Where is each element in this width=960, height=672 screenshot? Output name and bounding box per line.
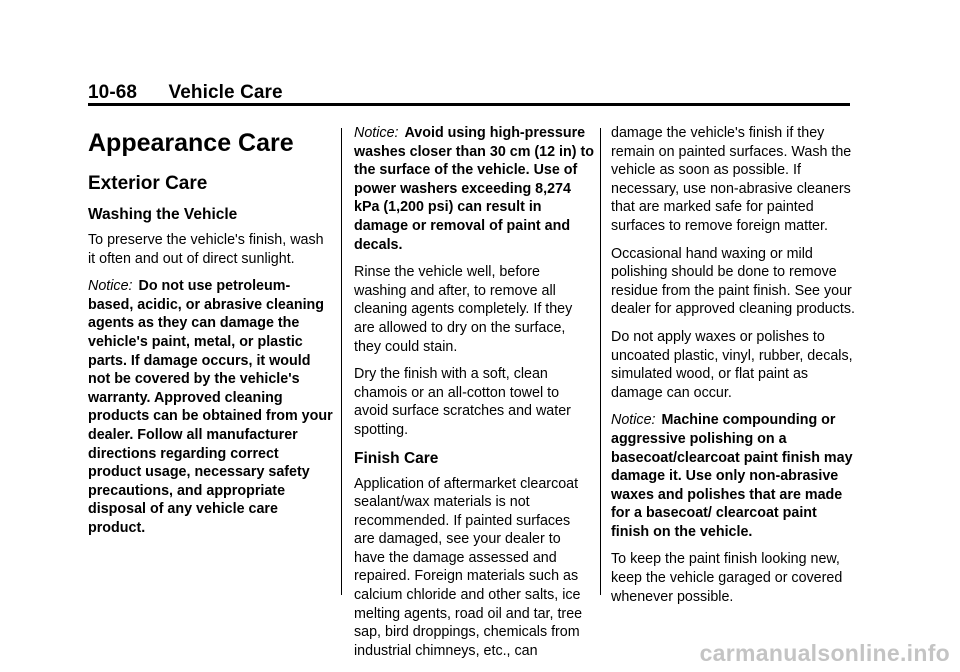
column-3 [611,124,856,615]
page-title: Appearance Care [88,129,294,157]
paragraph: Occasional hand waxing or mild polishing should be done to remove residue from the paint finish. See your dealer for approved cleaning products. [611,245,855,318]
page-header [88,82,283,104]
section-heading-exterior-care: Exterior Care [88,173,208,194]
paragraph: damage the vehicle's finish if they remain on painted surfaces. Wash the vehicle as soon as possible. If necessary, use non-abrasive cleaners that are marked safe for painted surfaces to remove foreign matter. [611,125,852,234]
paragraph: To preserve the vehicle's finish, wash it often and out of direct sunlight. [88,232,324,267]
paragraph: Do not apply waxes or polishes to uncoated plastic, vinyl, rubber, decals, simulated wood, or flat paint as damage can occur. [611,328,853,401]
paragraph: Rinse the vehicle well, before washing and after, to remove all cleaning agents completely. If they are allowed to dry on the surface, they could stain. [354,264,573,355]
paragraph: Application of aftermarket clearcoat sealant/wax materials is not recommended. If painted surfaces are damaged, see your dealer to have the damage assessed and repaired. Foreign materials such as calcium chloride and other salts, ice melting agents, road oil and tar, tree sap, bird droppings, chemicals from industrial chimneys, etc., can [354,475,583,659]
watermark: carmanualsonline.info [699,640,950,666]
notice-text: Avoid using high-pressure washes closer than 30 cm (12 in) to the surface of the vehicle. Use of power washers exceeding 8,274 kPa (1,200 psi) can result in damage or removal of paint and decals. [354,125,594,253]
notice-paragraph [611,411,856,541]
notice-text: Do not use petroleum-based, acidic, or abrasive cleaning agents as they can damage the vehicle's paint, metal, or plastic parts. If damage occurs, it would not be covered by the vehicle's warranty. Approved cleaning products can be obtained from your dealer. Follow all manufacturer directions regarding correct product usage, necessary safety precautions, and appropriate disposal of any vehicle care product. [88,278,333,536]
notice-label: Notice: [354,125,399,141]
notice-paragraph [88,277,334,537]
header-rule [88,103,850,106]
paragraph: To keep the paint finish looking new, keep the vehicle garaged or covered whenever possible. [611,551,843,605]
notice-paragraph [354,124,594,254]
column-divider [341,128,342,595]
column-divider [600,128,601,595]
page-number: 10-68 [88,82,138,103]
chapter-title: Vehicle Care [168,82,283,103]
notice-label: Notice: [611,412,656,429]
subsection-heading-washing: Washing the Vehicle [88,206,238,223]
column-2 [354,124,594,669]
column-1 [88,124,334,547]
notice-text: Machine compounding or aggressive polishing on a basecoat/clearcoat paint finish may damage it. Use only non-abrasive waxes and polishes that are made for a basecoat/ clearcoat paint finish on the vehicle. [611,412,853,540]
paragraph: Dry the finish with a soft, clean chamois or an all-cotton towel to avoid surface scratches and water spotting. [354,366,571,438]
subsection-heading-finish-care: Finish Care [354,449,439,467]
notice-label: Notice: [88,278,133,295]
